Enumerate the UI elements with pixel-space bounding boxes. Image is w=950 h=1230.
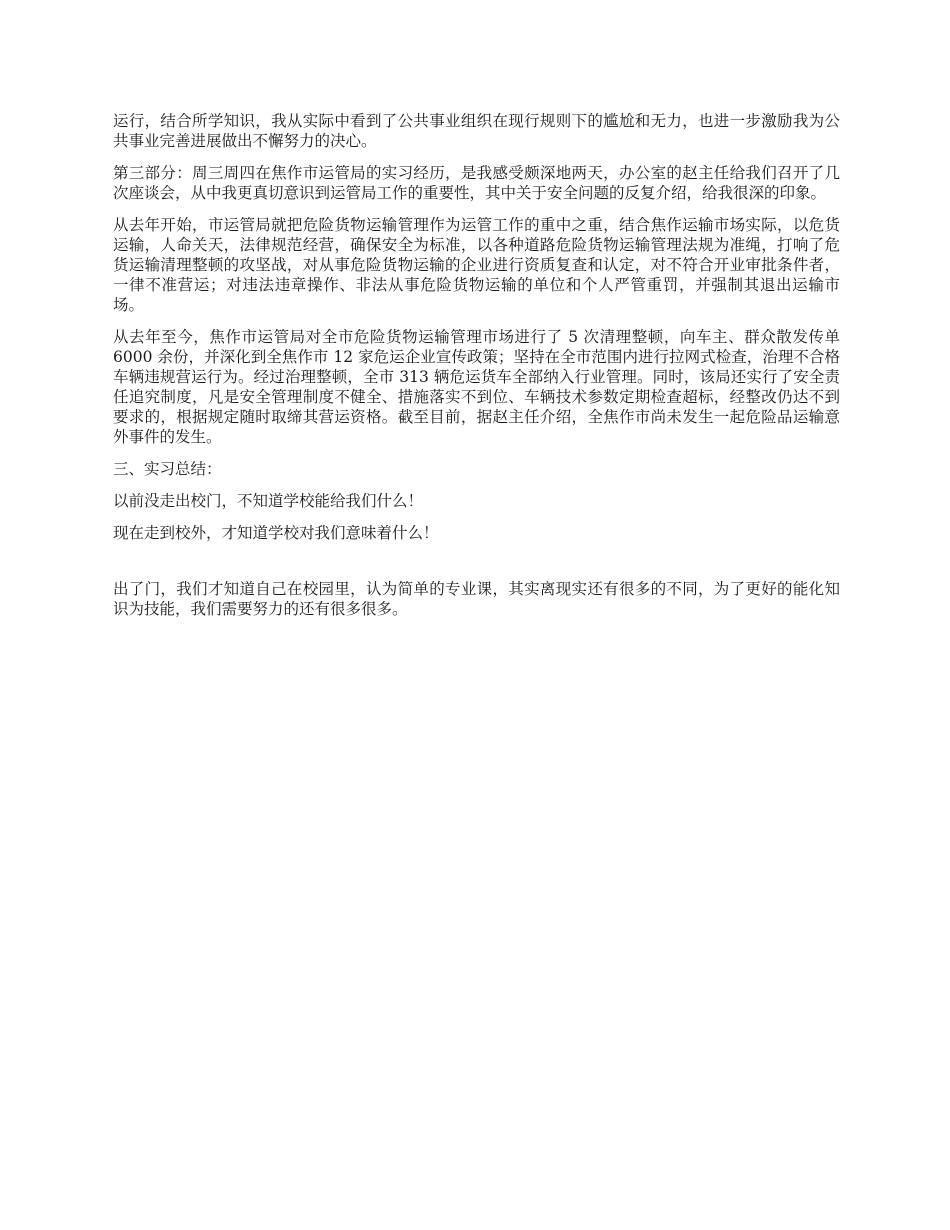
paragraph-rectification: 从去年至今，焦作市运管局对全市危险货物运输管理市场进行了 5 次清理整顿，向车主、群众散发传单 6000 余份，并深化到全焦作市 12 家危运企业宣传政策；坚持在全市范围内进行拉网式检查，治理不合格车辆违规营运行为。经过治理整顿，全市 313 辆危运货车全部纳入行业管理。同时，该局还实行了安全责任追究制度，凡是安全管理制度不健全、措施落实不到位、车辆技术参数定期检查超标，经整改仍达不到要求的，根据规定随时取缔其营运资格。截至目前，据赵主任介绍，全焦作市尚未发生一起危险品运输意外事件的发生。: [113, 328, 840, 446]
paragraph-conclusion: 出了门，我们才知道自己在校园里，认为简单的专业课，其实离现实还有很多的不同，为了更好的能化知识为技能，我们需要努力的还有很多很多。: [113, 580, 840, 618]
section-heading-summary: 三、实习总结：: [113, 460, 222, 478]
paragraph-before-school: 以前没走出校门，不知道学校能给我们什么！: [113, 492, 424, 510]
paragraph-hazmat-management: 从去年开始，市运管局就把危险货物运输管理作为运管工作的重中之重，结合焦作运输市场实际，以危货运输，人命关天，法律规范经营，确保安全为标准，以各种道路危险货物运输管理法规为准绳，打响了危货运输清理整顿的攻坚战，对从事危险货物运输的企业进行资质复查和认定，对不符合开业审批条件者，一律不准营运；对违法违章操作、非法从事危险货物运输的单位和个人严管重罚，并强制其退出运输市场。: [113, 216, 840, 314]
paragraph-part-three: 第三部分：周三周四在焦作市运管局的实习经历，是我感受颇深地两天，办公室的赵主任给我们召开了几次座谈会，从中我更真切意识到运管局工作的重要性，其中关于安全问题的反复介绍，给我很深的印象。: [113, 164, 840, 202]
paragraph-after-school: 现在走到校外，才知道学校对我们意味着什么！: [113, 524, 439, 542]
paragraph-intro-continuation: 运行，结合所学知识，我从实际中看到了公共事业组织在现行规则下的尴尬和无力，也进一步激励我为公共事业完善进展做出不懈努力的决心。: [113, 112, 840, 150]
document-body: [113, 111, 840, 631]
